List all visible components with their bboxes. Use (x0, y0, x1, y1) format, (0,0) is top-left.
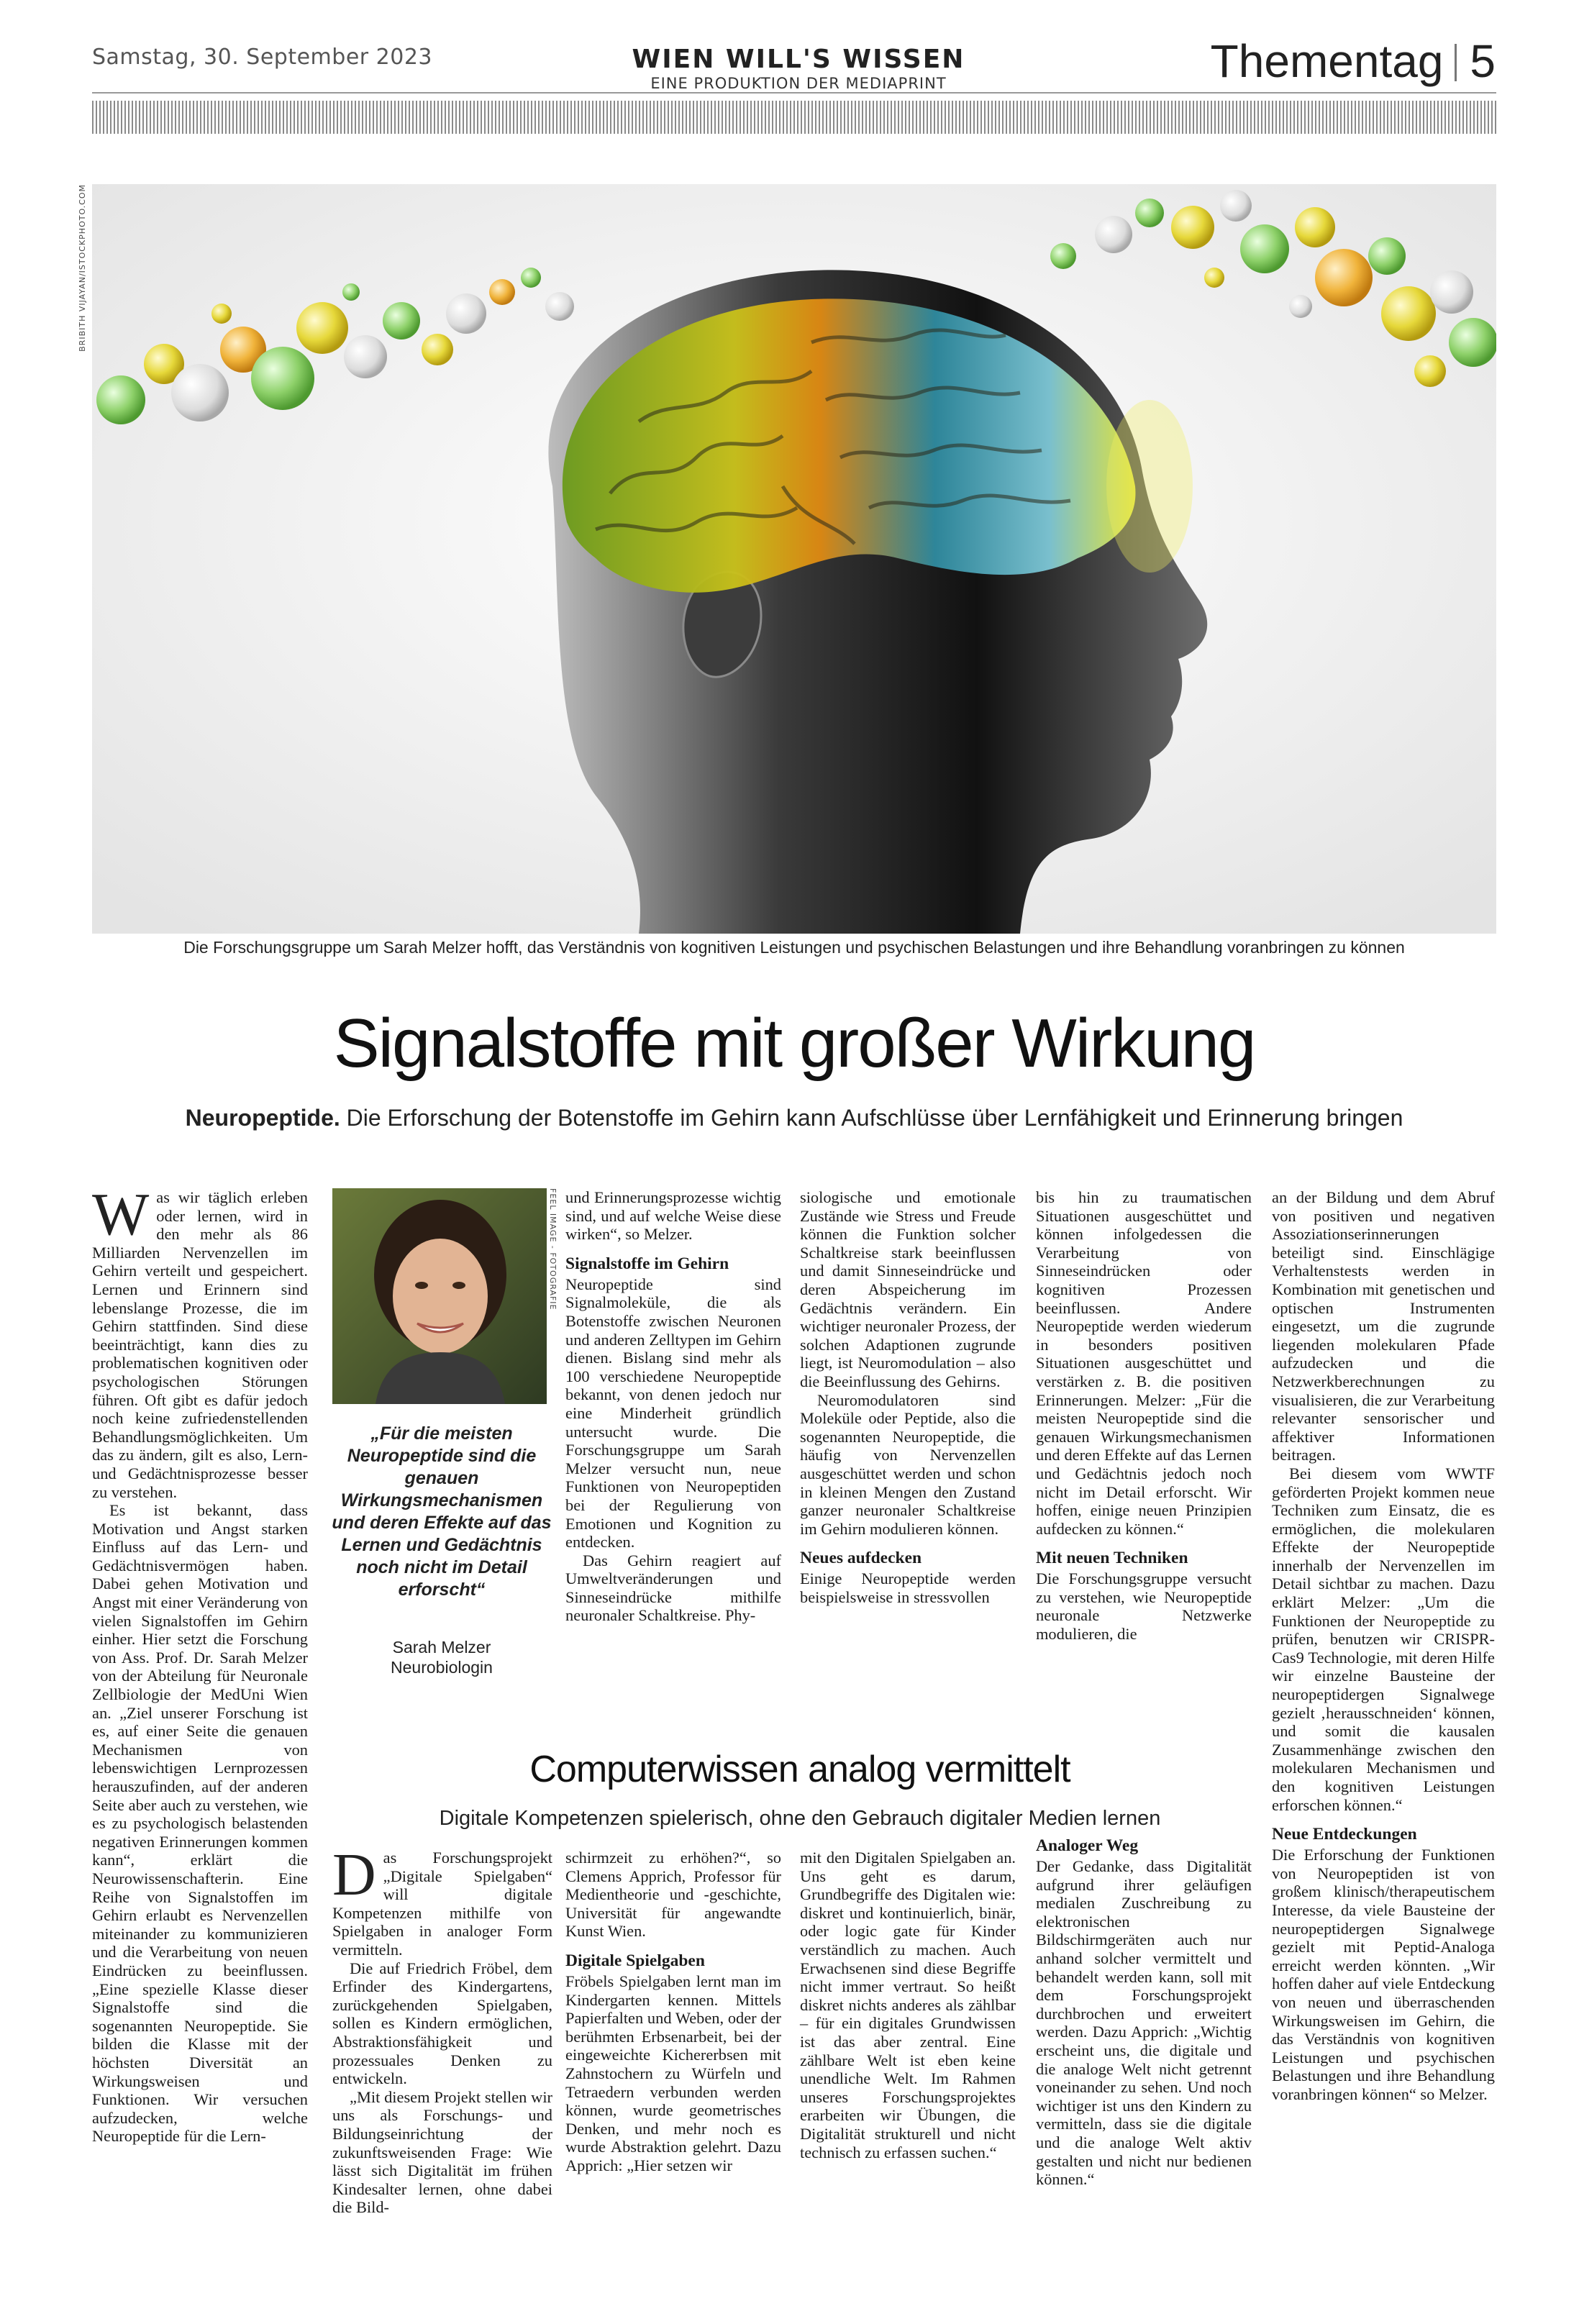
page-number: 5 (1470, 35, 1496, 87)
article1-col6-para-1: an der Bildung und dem Abruf von positiven und negativen Assoziationserinnerungen beteiligt sind. Einschlägige Verhaltenstests werden in Kombination mit genetischen und optischen Instrumenten eingesetzt, um die zugrunde liegenden molekularen Pfade aufzudecken und die Netzwerkberechnungen zu visualisieren, die zur Verarbeitung relevanter sensorischer und affektiver Informationen beitragen. (1272, 1188, 1495, 1464)
header-rule (92, 92, 1496, 94)
portrait-photo (332, 1188, 547, 1404)
article2-column-2 (565, 1849, 781, 2175)
article1-column-3 (565, 1188, 781, 1625)
article2-col2-para-2: Fröbels Spielgaben lernt man im Kindergarten kennen. Mittels Papierfalten und Weben, oder der berühmten Erbsenarbeit, bei der eingeweichte Kichererbsen mit Zahnstochern zu Würfeln und Tetraedern verbunden werden können, wurde geometrisches Denken, und mehr noch es wurde Abstraktion gelehrt. Dazu Apprich: „Hier setzen wir (565, 1972, 781, 2174)
header-hatch-band (92, 101, 1496, 134)
article-deck (92, 1105, 1496, 1131)
quote-author-role: Neurobiologin (391, 1658, 493, 1677)
face-glow (1106, 400, 1193, 573)
article1-col5-para-2: Die Forschungsgruppe versucht zu verstehen, wie Neuropeptide neuronale Netzwerke modulieren, die (1036, 1569, 1252, 1644)
subhead-digitale-spielgaben: Digitale Spielgaben (565, 1951, 705, 1970)
article1-col6-para-2: Bei diesem vom WWTF geförderten Projekt kommen neue Techniken zum Einsatz, die es ermöglichen, die molekularen Effekte der Neuropeptide innerhalb der Nervenzellen im Detail sichtbar zu machen. Dazu erklärt Melzer: „Um die Funktionen der Neuropeptide zu prüfen, benutzen wir CRISPR-Cas9 Technologie, mit deren Hilfe wir einzelne Bausteine der neuropeptidergen Signalwege gezielt ‚herausschneiden‘ können, und somit die kausalen Zusammenhänge zwischen den molekularen Mechanismen und den kognitiven Leistungen erforschen können.“ (1272, 1464, 1495, 1814)
subhead-neue-entdeckungen: Neue Entdeckungen (1272, 1825, 1417, 1844)
article2-col2-para-1: schirmzeit zu erhöhen?“, so Clemens Apprich, Professor für Medientheorie und -geschichte, Universität für angewandte Kunst Wien. (565, 1849, 781, 1941)
subhead-signalstoffe: Signalstoffe im Gehirn (565, 1254, 729, 1273)
article-kicker: Neuropeptide. (185, 1105, 340, 1131)
article2-column-4 (1036, 1836, 1252, 2189)
article1-col5-para-1: bis hin zu traumatischen Situationen ausgeschüttet und können infolgedessen die Verarbeitung von Sinneseindrücken oder kognitiven Prozessen beeinflussen. Andere Neuropeptide werden wiederum in besonders positiven Situationen ausgeschüttet und verstärken z. B. die positiven Erinnerungen. Melzer: „Für die meisten Neuropeptide sind die genauen Wirkungsmechanismen und deren Effekte auf das Lernen und Gedächtnis jedoch noch nicht im Detail erforscht. Wir hoffen, einige neuen Prinzipien aufdecken zu können.“ (1036, 1188, 1252, 1538)
quote-author: Sarah Melzer (392, 1638, 491, 1657)
article1-col3-para-3: Das Gehirn reagiert auf Umweltveränderungen und Sinneseindrücke mithilfe neuronaler Schaltkreise. Phy- (565, 1551, 781, 1625)
section-divider (1455, 44, 1457, 81)
article2-dropcap: D (332, 1841, 376, 1908)
article2-headline: Computerwissen analog vermittelt (529, 1749, 1070, 1790)
article2-column-1 (332, 1841, 552, 2217)
article2-deck: Digitale Kompetenzen spielerisch, ohne den Gebrauch digitaler Medien lernen (439, 1807, 1161, 1830)
article2-col1-para-3: „Mit diesem Projekt stellen wir uns als Forschungs- und Bildungseinrichtung der zukunftsweisenden Frage: Wie lässt sich Digitalität im frühen Kindesalter lernen, ohne dabei die Bild- (332, 2087, 552, 2217)
section-label (1211, 35, 1496, 88)
issue-date: Samstag, 30. September 2023 (92, 45, 432, 70)
publication-subtitle: EINE PRODUKTION DER MEDIAPRINT (650, 75, 947, 92)
hero-image (92, 184, 1496, 934)
pull-quote-attribution (325, 1637, 558, 1677)
article2-col1-para-1 (332, 1841, 552, 1959)
article2-col4-para-1: Der Gedanke, dass Digitalität aufgrund ihrer geläufigen medialen Zuschreibung zu elektronischen Bildschirmgeräten auch nur anhand solcher vermittelt und behandelt werden kann, soll mit dem Forschungsprojekt durchbrochen und erweitert werden. Dazu Apprich: „Wichtig erscheint uns, die digitale und die analoge Welt nicht getrennt voneinander zu sehen. Und noch wichtiger ist uns den Kindern zu vermitteln, dass sie die digitale und die analoge Welt aktiv gestalten und nicht nur bedienen können.“ (1036, 1857, 1252, 2189)
article1-col4-para-1: siologische und emotionale Zustände wie Stress und Freude können die Funktion solcher Schaltkreise stark beeinflussen und damit Sinneseindrücke und deren Abspeicherung im Gedächtnis verändern. Ein wichtiger neuronaler Prozess, der solchen Adaptionen zugrunde liegt, ist Neuromodulation – also die Beeinflussung des Gehirns. (800, 1188, 1016, 1390)
article1-col3-para-2: Neuropeptide sind Signalmoleküle, die als Botenstoffe zwischen Neuronen und anderen Zelltypen im Gehirn dienen. Bislang sind mehr als 100 verschiedene Neuropeptide bekannt, von denen jedoch nur eine Minderheit gründlich untersucht wurde. Die Forschungsgruppe um Sarah Melzer versucht nun, neue Funktionen von Neuropeptiden bei der Regulierung von Emotionen und Kognition zu entdecken. (565, 1275, 781, 1551)
hero-photo-credit: BRIBITH VIJAYAN/ISTOCKPHOTO.COM (78, 184, 87, 352)
article1-col6-para-3: Die Erforschung der Funktionen von Neuropeptiden ist von großem klinisch/therapeutischem Interesse, da viele Bausteine der neuropeptidergen Signalwege gezielt mit Peptid-Analoga erreicht werden könnten. „Wir hoffen daher auf viele Entdeckung von neuen und überraschenden Wirkungsweisen im Gehirn, die das Verständnis von kognitiven Leistungen und psychischen Belastungen und ihre Behandlung voranbringen können“ so Melzer. (1272, 1846, 1495, 2103)
article1-column-1 (92, 1181, 308, 2267)
pull-quote: „Für die meisten Neuropeptide sind die genauen Wirkungsmechanismen und deren Effekte auf das Lernen und Gedächtnis noch nicht im Detail erforscht“ (332, 1423, 552, 1600)
article2-col1-para-2: Die auf Friedrich Fröbel, dem Erfinder des Kindergartens, zurückgehenden Spielgaben, sollen es Kindern ermöglichen, Abstraktionsfähigkeit und prozessuales Denken zu entwickeln. (332, 1959, 552, 2088)
article1-col1-para-1 (92, 1181, 308, 1501)
article1-col4-para-2: Neuromodulatoren sind Moleküle oder Peptide, also die sogenannten Neuropeptide, die häufig von Nervenzellen ausgeschüttet werden und schon in kleinen Mengen den Zustand ganzer neuronaler Schaltkreise im Gehirn modulieren können. (800, 1390, 1016, 1538)
subhead-analoger-weg: Analoger Weg (1036, 1836, 1139, 1855)
article2-column-3 (800, 1849, 1016, 2161)
brain-head-illustration (92, 184, 1496, 934)
article-headline: Signalstoffe mit großer Wirkung (333, 1005, 1255, 1082)
article1-column-6 (1272, 1188, 1495, 2104)
portrait-credit-wrap (548, 1188, 560, 1318)
article1-column-5 (1036, 1188, 1252, 1644)
portrait-photo-credit: FEEL IMAGE - FOTOGRAFIE (548, 1188, 558, 1311)
subhead-neues-aufdecken: Neues aufdecken (800, 1549, 922, 1568)
article2-col3-para-1: mit den Digitalen Spielgaben an. Uns geht es darum, Grundbegriffe des Digitalen wie: diskret und kontinuierlich, binär, oder logic gate für Kinder verständlich zu machen. Auch Erwachsenen sind diese Begriffe nicht immer vertraut. So heißt diskret nichts anderes als zählbar – für ein digitales Grundwissen ist das aber zentral. Eine zählbare Welt ist eben keine unendliche Welt. Im Rahmen unseres Forschungsprojektes erarbeiten wir Übungen, die Digitalität strukturell und nicht technisch zu erfassen suchen.“ (800, 1849, 1016, 2161)
article-deck-text: Die Erforschung der Botenstoffe im Gehirn kann Aufschlüsse über Lernfähigkeit und Erinnerung bringen (346, 1105, 1403, 1131)
hero-photo-credit-wrap (78, 184, 91, 472)
article1-col1-para-1-text: as wir täglich erleben oder lernen, wird in den mehr als 86 Milliarden Nervenzellen im Gehirn verteilt und gespeichert. Lernen und Erinnern sind lebenslange Prozesse, die im Gehirn stattfinden. Sind diese beeinträchtigt, kann dies zu problematischen kognitiven oder psychologischen Störungen führen. Oft gibt es dafür jedoch noch keine zufriedenstellenden Behandlungsmöglichkeiten. Um das zu ändern, gilt es also, Lern- und Gedächtnisprozesse besser zu verstehen. (92, 1188, 308, 1501)
publication-title: WIEN WILL'S WISSEN (632, 45, 965, 74)
article1-column-4 (800, 1188, 1016, 1606)
article2-col1-para-1-text: as Forschungsprojekt „Digitale Spielgaben“ will digitale Kompetenzen mithilfe von Spielgaben in analoger Form vermitteln. (332, 1849, 552, 1959)
article1-col3-para-1: und Erinnerungsprozesse wichtig sind, und auf welche Weise diese wirken“, so Melzer. (565, 1188, 781, 1244)
hero-caption: Die Forschungsgruppe um Sarah Melzer hofft, das Verständnis von kognitiven Leistungen und psychischen Belastungen und ihre Behandlung voranbringen zu können (183, 938, 1405, 957)
subhead-mit-neuen-techniken: Mit neuen Techniken (1036, 1549, 1188, 1568)
article1-col1-para-2: Es ist bekannt, dass Motivation und Angst starken Einfluss auf das Lern- und Gedächtnisvermögen haben. Dabei gehen Motivation und Angst mit einer Veränderung von vielen Signalstoffen im Gehirn einher. Hier setzt die Forschung von Ass. Prof. Dr. Sarah Melzer von der Abteilung für Neuronale Zellbiologie der MedUni Wien an. „Ziel unserer Forschung ist es, auf einer Seite die genauen Mechanismen von lebenswichtigen Lernprozessen herauszufinden, auf der anderen Seite aber auch zu verstehen, wie es zu psychologisch belastenden negativen Erinnerungen kommen kann“, erklärt die Neurowissenschafterin. Eine Reihe von Signalstoffen im Gehirn erlaubt es Nervenzellen miteinander zu kommunizieren und die Verarbeitung von neuen Eindrücken zu beeinflussen. „Eine spezielle Klasse dieser Signalstoffe sind die sogenannten Neuropeptide. Sie bilden die Klasse mit der höchsten Diversität an Wirkungsweisen und Funktionen. Wir versuchen aufzudecken, welche Neuropeptide für die Lern- (92, 1501, 308, 2146)
article1-dropcap: W (92, 1181, 150, 1248)
section-name: Thementag (1210, 35, 1444, 87)
article1-col4-para-3: Einige Neuropeptide werden beispielsweise in stressvollen (800, 1569, 1016, 1606)
portrait-illustration (332, 1188, 547, 1404)
